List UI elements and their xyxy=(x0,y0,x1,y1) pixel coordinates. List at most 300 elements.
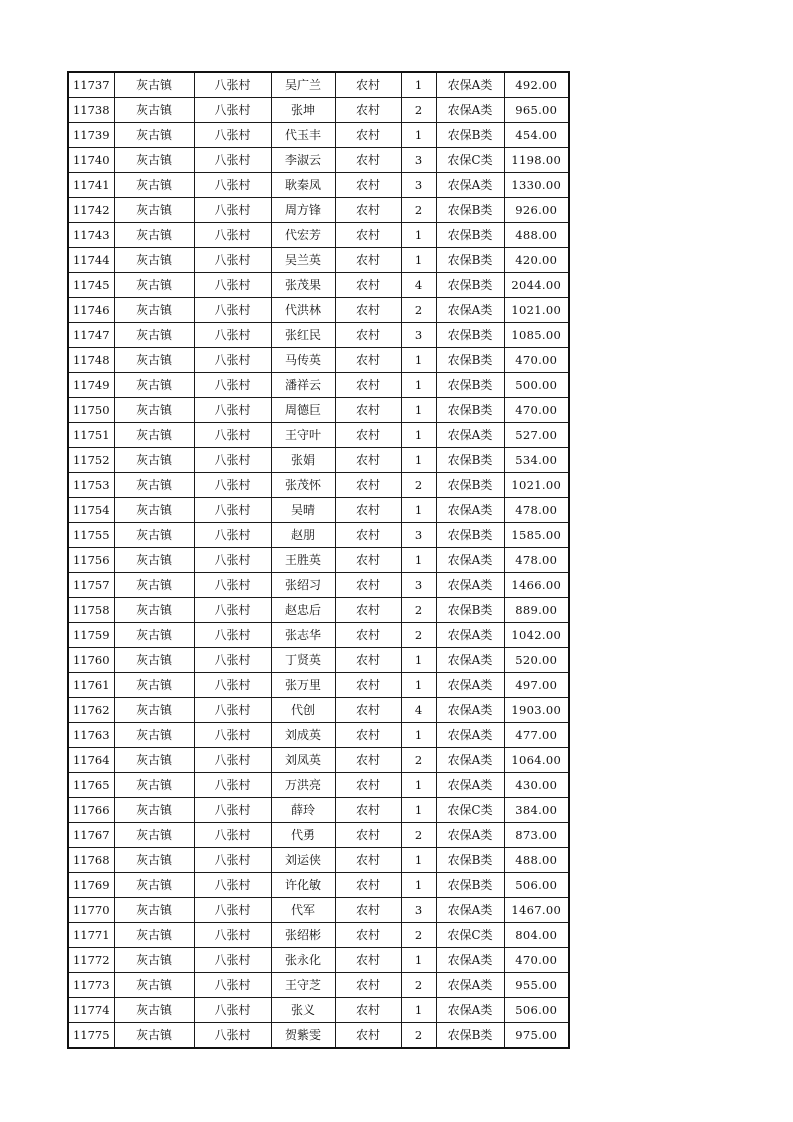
record-id-cell: 11766 xyxy=(68,798,114,823)
village-cell: 八张村 xyxy=(194,973,271,998)
name-cell: 刘成英 xyxy=(271,723,335,748)
amount-cell: 478.00 xyxy=(504,498,569,523)
table-row xyxy=(68,548,569,573)
household-count-cell: 3 xyxy=(401,173,436,198)
town-cell: 灰古镇 xyxy=(114,123,194,148)
town-cell: 灰古镇 xyxy=(114,398,194,423)
village-cell: 八张村 xyxy=(194,273,271,298)
area-type-cell: 农村 xyxy=(335,648,401,673)
amount-cell: 506.00 xyxy=(504,998,569,1023)
village-cell: 八张村 xyxy=(194,773,271,798)
village-cell: 八张村 xyxy=(194,898,271,923)
town-cell: 灰古镇 xyxy=(114,173,194,198)
village-cell: 八张村 xyxy=(194,848,271,873)
household-count-cell: 1 xyxy=(401,948,436,973)
table-row xyxy=(68,773,569,798)
name-cell: 李淑云 xyxy=(271,148,335,173)
amount-cell: 488.00 xyxy=(504,848,569,873)
household-count-cell: 1 xyxy=(401,72,436,98)
town-cell: 灰古镇 xyxy=(114,623,194,648)
town-cell: 灰古镇 xyxy=(114,648,194,673)
records-table-body xyxy=(68,72,569,1048)
household-count-cell: 2 xyxy=(401,473,436,498)
area-type-cell: 农村 xyxy=(335,573,401,598)
record-id-cell: 11769 xyxy=(68,873,114,898)
table-row xyxy=(68,973,569,998)
household-count-cell: 2 xyxy=(401,923,436,948)
name-cell: 张义 xyxy=(271,998,335,1023)
amount-cell: 500.00 xyxy=(504,373,569,398)
village-cell: 八张村 xyxy=(194,748,271,773)
amount-cell: 1466.00 xyxy=(504,573,569,598)
record-id-cell: 11743 xyxy=(68,223,114,248)
record-id-cell: 11762 xyxy=(68,698,114,723)
insurance-category-cell: 农保A类 xyxy=(436,623,504,648)
name-cell: 王守叶 xyxy=(271,423,335,448)
area-type-cell: 农村 xyxy=(335,998,401,1023)
table-row xyxy=(68,473,569,498)
village-cell: 八张村 xyxy=(194,72,271,98)
area-type-cell: 农村 xyxy=(335,348,401,373)
household-count-cell: 1 xyxy=(401,723,436,748)
household-count-cell: 3 xyxy=(401,148,436,173)
town-cell: 灰古镇 xyxy=(114,298,194,323)
name-cell: 刘运侠 xyxy=(271,848,335,873)
insurance-category-cell: 农保A类 xyxy=(436,548,504,573)
household-count-cell: 1 xyxy=(401,448,436,473)
household-count-cell: 1 xyxy=(401,348,436,373)
name-cell: 贺紫雯 xyxy=(271,1023,335,1049)
table-row xyxy=(68,223,569,248)
name-cell: 张绍彬 xyxy=(271,923,335,948)
amount-cell: 889.00 xyxy=(504,598,569,623)
town-cell: 灰古镇 xyxy=(114,448,194,473)
village-cell: 八张村 xyxy=(194,698,271,723)
table-row xyxy=(68,698,569,723)
amount-cell: 470.00 xyxy=(504,348,569,373)
household-count-cell: 3 xyxy=(401,323,436,348)
table-row xyxy=(68,598,569,623)
table-row xyxy=(68,248,569,273)
area-type-cell: 农村 xyxy=(335,1023,401,1049)
area-type-cell: 农村 xyxy=(335,673,401,698)
area-type-cell: 农村 xyxy=(335,373,401,398)
town-cell: 灰古镇 xyxy=(114,573,194,598)
town-cell: 灰古镇 xyxy=(114,473,194,498)
town-cell: 灰古镇 xyxy=(114,498,194,523)
record-id-cell: 11739 xyxy=(68,123,114,148)
record-id-cell: 11737 xyxy=(68,72,114,98)
record-id-cell: 11771 xyxy=(68,923,114,948)
village-cell: 八张村 xyxy=(194,323,271,348)
insurance-category-cell: 农保B类 xyxy=(436,223,504,248)
town-cell: 灰古镇 xyxy=(114,698,194,723)
village-cell: 八张村 xyxy=(194,873,271,898)
insurance-category-cell: 农保B类 xyxy=(436,123,504,148)
table-row xyxy=(68,173,569,198)
insurance-category-cell: 农保A类 xyxy=(436,898,504,923)
village-cell: 八张村 xyxy=(194,373,271,398)
insurance-category-cell: 农保B类 xyxy=(436,848,504,873)
amount-cell: 506.00 xyxy=(504,873,569,898)
area-type-cell: 农村 xyxy=(335,873,401,898)
household-count-cell: 1 xyxy=(401,223,436,248)
household-count-cell: 1 xyxy=(401,498,436,523)
town-cell: 灰古镇 xyxy=(114,848,194,873)
area-type-cell: 农村 xyxy=(335,798,401,823)
name-cell: 耿秦凤 xyxy=(271,173,335,198)
table-row xyxy=(68,298,569,323)
household-count-cell: 2 xyxy=(401,623,436,648)
insurance-category-cell: 农保A类 xyxy=(436,498,504,523)
amount-cell: 1021.00 xyxy=(504,298,569,323)
village-cell: 八张村 xyxy=(194,473,271,498)
household-count-cell: 1 xyxy=(401,848,436,873)
insurance-category-cell: 农保A类 xyxy=(436,673,504,698)
town-cell: 灰古镇 xyxy=(114,798,194,823)
town-cell: 灰古镇 xyxy=(114,673,194,698)
area-type-cell: 农村 xyxy=(335,473,401,498)
area-type-cell: 农村 xyxy=(335,973,401,998)
insurance-category-cell: 农保A类 xyxy=(436,748,504,773)
area-type-cell: 农村 xyxy=(335,323,401,348)
area-type-cell: 农村 xyxy=(335,623,401,648)
name-cell: 张坤 xyxy=(271,98,335,123)
table-row xyxy=(68,723,569,748)
village-cell: 八张村 xyxy=(194,623,271,648)
name-cell: 代玉丰 xyxy=(271,123,335,148)
town-cell: 灰古镇 xyxy=(114,598,194,623)
area-type-cell: 农村 xyxy=(335,748,401,773)
record-id-cell: 11748 xyxy=(68,348,114,373)
area-type-cell: 农村 xyxy=(335,848,401,873)
area-type-cell: 农村 xyxy=(335,448,401,473)
village-cell: 八张村 xyxy=(194,123,271,148)
name-cell: 张红民 xyxy=(271,323,335,348)
name-cell: 周方锋 xyxy=(271,198,335,223)
name-cell: 代军 xyxy=(271,898,335,923)
amount-cell: 520.00 xyxy=(504,648,569,673)
village-cell: 八张村 xyxy=(194,148,271,173)
insurance-category-cell: 农保A类 xyxy=(436,998,504,1023)
area-type-cell: 农村 xyxy=(335,548,401,573)
insurance-category-cell: 农保A类 xyxy=(436,948,504,973)
insurance-category-cell: 农保B类 xyxy=(436,523,504,548)
insurance-category-cell: 农保B类 xyxy=(436,598,504,623)
insurance-category-cell: 农保C类 xyxy=(436,798,504,823)
amount-cell: 497.00 xyxy=(504,673,569,698)
name-cell: 刘凤英 xyxy=(271,748,335,773)
insurance-category-cell: 农保B类 xyxy=(436,273,504,298)
insurance-category-cell: 农保A类 xyxy=(436,573,504,598)
village-cell: 八张村 xyxy=(194,423,271,448)
town-cell: 灰古镇 xyxy=(114,1023,194,1049)
amount-cell: 804.00 xyxy=(504,923,569,948)
table-row xyxy=(68,348,569,373)
household-count-cell: 3 xyxy=(401,898,436,923)
table-row xyxy=(68,873,569,898)
record-id-cell: 11775 xyxy=(68,1023,114,1049)
amount-cell: 477.00 xyxy=(504,723,569,748)
village-cell: 八张村 xyxy=(194,173,271,198)
record-id-cell: 11740 xyxy=(68,148,114,173)
record-id-cell: 11747 xyxy=(68,323,114,348)
area-type-cell: 农村 xyxy=(335,248,401,273)
area-type-cell: 农村 xyxy=(335,523,401,548)
record-id-cell: 11757 xyxy=(68,573,114,598)
town-cell: 灰古镇 xyxy=(114,198,194,223)
household-count-cell: 1 xyxy=(401,998,436,1023)
table-row xyxy=(68,673,569,698)
insurance-category-cell: 农保A类 xyxy=(436,973,504,998)
table-row xyxy=(68,198,569,223)
table-row xyxy=(68,448,569,473)
record-id-cell: 11767 xyxy=(68,823,114,848)
town-cell: 灰古镇 xyxy=(114,72,194,98)
amount-cell: 1042.00 xyxy=(504,623,569,648)
amount-cell: 926.00 xyxy=(504,198,569,223)
name-cell: 马传英 xyxy=(271,348,335,373)
area-type-cell: 农村 xyxy=(335,898,401,923)
amount-cell: 2044.00 xyxy=(504,273,569,298)
record-id-cell: 11744 xyxy=(68,248,114,273)
household-count-cell: 4 xyxy=(401,698,436,723)
name-cell: 吴晴 xyxy=(271,498,335,523)
area-type-cell: 农村 xyxy=(335,273,401,298)
area-type-cell: 农村 xyxy=(335,148,401,173)
record-id-cell: 11741 xyxy=(68,173,114,198)
amount-cell: 492.00 xyxy=(504,72,569,98)
amount-cell: 955.00 xyxy=(504,973,569,998)
table-row xyxy=(68,398,569,423)
record-id-cell: 11745 xyxy=(68,273,114,298)
record-id-cell: 11774 xyxy=(68,998,114,1023)
record-id-cell: 11772 xyxy=(68,948,114,973)
household-count-cell: 1 xyxy=(401,773,436,798)
name-cell: 代创 xyxy=(271,698,335,723)
town-cell: 灰古镇 xyxy=(114,973,194,998)
records-table xyxy=(67,71,570,1049)
insurance-category-cell: 农保B类 xyxy=(436,198,504,223)
town-cell: 灰古镇 xyxy=(114,98,194,123)
area-type-cell: 农村 xyxy=(335,773,401,798)
village-cell: 八张村 xyxy=(194,98,271,123)
village-cell: 八张村 xyxy=(194,548,271,573)
table-row xyxy=(68,923,569,948)
name-cell: 许化敏 xyxy=(271,873,335,898)
name-cell: 吴兰英 xyxy=(271,248,335,273)
insurance-category-cell: 农保B类 xyxy=(436,448,504,473)
household-count-cell: 2 xyxy=(401,1023,436,1049)
village-cell: 八张村 xyxy=(194,723,271,748)
table-row xyxy=(68,623,569,648)
village-cell: 八张村 xyxy=(194,298,271,323)
area-type-cell: 农村 xyxy=(335,598,401,623)
table-row xyxy=(68,323,569,348)
town-cell: 灰古镇 xyxy=(114,948,194,973)
area-type-cell: 农村 xyxy=(335,72,401,98)
village-cell: 八张村 xyxy=(194,998,271,1023)
name-cell: 代勇 xyxy=(271,823,335,848)
record-id-cell: 11768 xyxy=(68,848,114,873)
record-id-cell: 11746 xyxy=(68,298,114,323)
household-count-cell: 2 xyxy=(401,748,436,773)
household-count-cell: 1 xyxy=(401,673,436,698)
name-cell: 代宏芳 xyxy=(271,223,335,248)
insurance-category-cell: 农保C类 xyxy=(436,148,504,173)
household-count-cell: 2 xyxy=(401,198,436,223)
amount-cell: 1085.00 xyxy=(504,323,569,348)
town-cell: 灰古镇 xyxy=(114,148,194,173)
household-count-cell: 1 xyxy=(401,648,436,673)
name-cell: 丁贤英 xyxy=(271,648,335,673)
village-cell: 八张村 xyxy=(194,573,271,598)
name-cell: 王守芝 xyxy=(271,973,335,998)
name-cell: 张茂怀 xyxy=(271,473,335,498)
village-cell: 八张村 xyxy=(194,223,271,248)
household-count-cell: 3 xyxy=(401,573,436,598)
area-type-cell: 农村 xyxy=(335,298,401,323)
record-id-cell: 11758 xyxy=(68,598,114,623)
town-cell: 灰古镇 xyxy=(114,323,194,348)
table-row xyxy=(68,1023,569,1049)
record-id-cell: 11759 xyxy=(68,623,114,648)
household-count-cell: 3 xyxy=(401,523,436,548)
insurance-category-cell: 农保C类 xyxy=(436,923,504,948)
village-cell: 八张村 xyxy=(194,648,271,673)
insurance-category-cell: 农保B类 xyxy=(436,1023,504,1049)
amount-cell: 420.00 xyxy=(504,248,569,273)
name-cell: 代洪林 xyxy=(271,298,335,323)
village-cell: 八张村 xyxy=(194,1023,271,1049)
table-row xyxy=(68,998,569,1023)
insurance-category-cell: 农保B类 xyxy=(436,873,504,898)
village-cell: 八张村 xyxy=(194,823,271,848)
area-type-cell: 农村 xyxy=(335,923,401,948)
household-count-cell: 1 xyxy=(401,548,436,573)
town-cell: 灰古镇 xyxy=(114,773,194,798)
table-row xyxy=(68,498,569,523)
insurance-category-cell: 农保B类 xyxy=(436,348,504,373)
record-id-cell: 11773 xyxy=(68,973,114,998)
area-type-cell: 农村 xyxy=(335,398,401,423)
table-row xyxy=(68,98,569,123)
insurance-category-cell: 农保A类 xyxy=(436,723,504,748)
town-cell: 灰古镇 xyxy=(114,273,194,298)
amount-cell: 488.00 xyxy=(504,223,569,248)
name-cell: 吴广兰 xyxy=(271,72,335,98)
insurance-category-cell: 农保A类 xyxy=(436,173,504,198)
village-cell: 八张村 xyxy=(194,598,271,623)
table-row xyxy=(68,748,569,773)
name-cell: 万洪亮 xyxy=(271,773,335,798)
record-id-cell: 11770 xyxy=(68,898,114,923)
record-id-cell: 11753 xyxy=(68,473,114,498)
name-cell: 赵朋 xyxy=(271,523,335,548)
area-type-cell: 农村 xyxy=(335,223,401,248)
insurance-category-cell: 农保B类 xyxy=(436,323,504,348)
record-id-cell: 11752 xyxy=(68,448,114,473)
name-cell: 张万里 xyxy=(271,673,335,698)
insurance-category-cell: 农保A类 xyxy=(436,423,504,448)
table-row xyxy=(68,648,569,673)
insurance-category-cell: 农保B类 xyxy=(436,398,504,423)
area-type-cell: 农村 xyxy=(335,498,401,523)
insurance-category-cell: 农保A类 xyxy=(436,298,504,323)
amount-cell: 470.00 xyxy=(504,398,569,423)
town-cell: 灰古镇 xyxy=(114,423,194,448)
record-id-cell: 11765 xyxy=(68,773,114,798)
name-cell: 张志华 xyxy=(271,623,335,648)
amount-cell: 470.00 xyxy=(504,948,569,973)
area-type-cell: 农村 xyxy=(335,698,401,723)
village-cell: 八张村 xyxy=(194,948,271,973)
table-row xyxy=(68,373,569,398)
household-count-cell: 4 xyxy=(401,273,436,298)
area-type-cell: 农村 xyxy=(335,948,401,973)
insurance-category-cell: 农保B类 xyxy=(436,248,504,273)
record-id-cell: 11761 xyxy=(68,673,114,698)
table-row xyxy=(68,523,569,548)
household-count-cell: 2 xyxy=(401,298,436,323)
name-cell: 张永化 xyxy=(271,948,335,973)
household-count-cell: 2 xyxy=(401,823,436,848)
table-row xyxy=(68,898,569,923)
town-cell: 灰古镇 xyxy=(114,873,194,898)
table-row xyxy=(68,573,569,598)
insurance-category-cell: 农保A类 xyxy=(436,98,504,123)
amount-cell: 454.00 xyxy=(504,123,569,148)
town-cell: 灰古镇 xyxy=(114,348,194,373)
table-row xyxy=(68,823,569,848)
table-row xyxy=(68,148,569,173)
village-cell: 八张村 xyxy=(194,248,271,273)
record-id-cell: 11764 xyxy=(68,748,114,773)
record-id-cell: 11756 xyxy=(68,548,114,573)
record-id-cell: 11763 xyxy=(68,723,114,748)
village-cell: 八张村 xyxy=(194,448,271,473)
village-cell: 八张村 xyxy=(194,798,271,823)
town-cell: 灰古镇 xyxy=(114,998,194,1023)
amount-cell: 1467.00 xyxy=(504,898,569,923)
table-row xyxy=(68,273,569,298)
town-cell: 灰古镇 xyxy=(114,748,194,773)
insurance-category-cell: 农保A类 xyxy=(436,648,504,673)
area-type-cell: 农村 xyxy=(335,823,401,848)
record-id-cell: 11742 xyxy=(68,198,114,223)
insurance-category-cell: 农保A类 xyxy=(436,823,504,848)
table-row xyxy=(68,948,569,973)
household-count-cell: 1 xyxy=(401,248,436,273)
record-id-cell: 11754 xyxy=(68,498,114,523)
household-count-cell: 2 xyxy=(401,973,436,998)
town-cell: 灰古镇 xyxy=(114,248,194,273)
amount-cell: 1021.00 xyxy=(504,473,569,498)
town-cell: 灰古镇 xyxy=(114,898,194,923)
table-row xyxy=(68,72,569,98)
insurance-category-cell: 农保B类 xyxy=(436,373,504,398)
name-cell: 张茂果 xyxy=(271,273,335,298)
town-cell: 灰古镇 xyxy=(114,523,194,548)
household-count-cell: 1 xyxy=(401,373,436,398)
household-count-cell: 1 xyxy=(401,123,436,148)
table-row xyxy=(68,423,569,448)
record-id-cell: 11755 xyxy=(68,523,114,548)
record-id-cell: 11749 xyxy=(68,373,114,398)
village-cell: 八张村 xyxy=(194,398,271,423)
amount-cell: 1903.00 xyxy=(504,698,569,723)
name-cell: 王胜英 xyxy=(271,548,335,573)
